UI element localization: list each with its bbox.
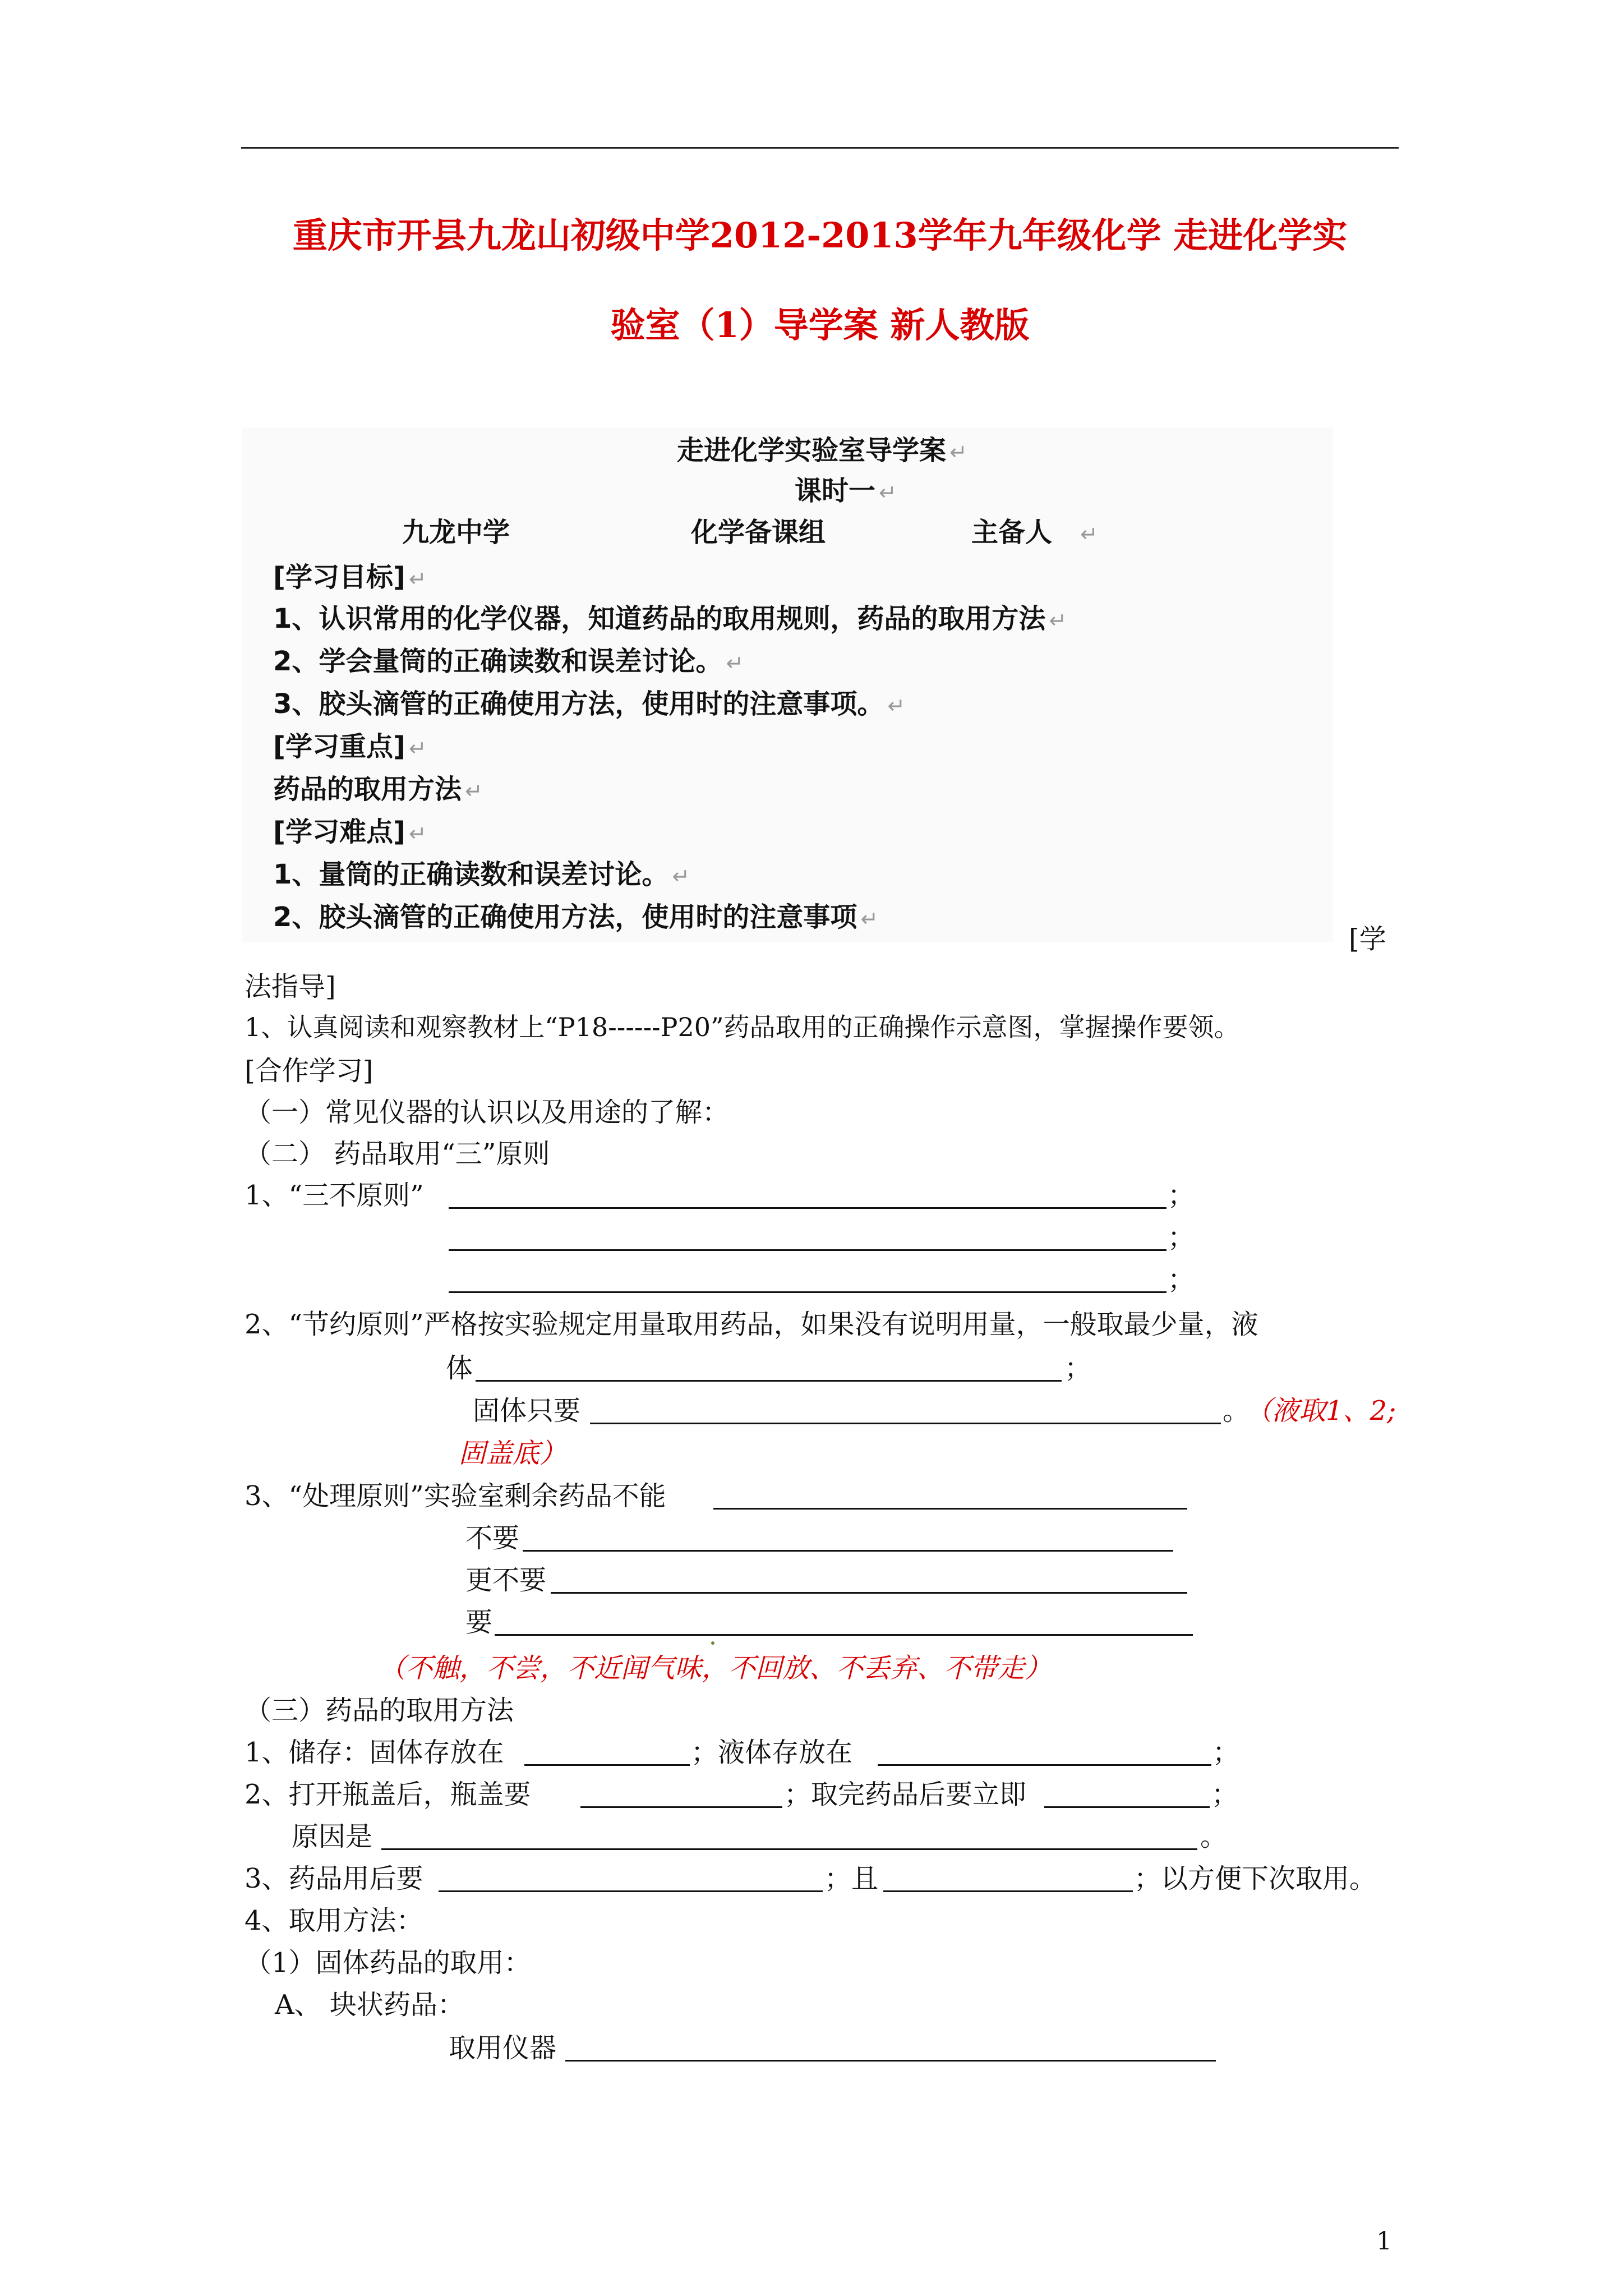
rule2-solid: 固体只要 [473, 1395, 581, 1427]
answer-blank[interactable] [495, 1634, 1193, 1636]
difficulty-item: 1、量筒的正确读数和误差讨论。 ↵ [273, 859, 690, 890]
answer-blank[interactable] [580, 1806, 782, 1808]
answer-blank[interactable] [449, 1249, 1166, 1251]
rule3-no: 不要 [465, 1522, 520, 1554]
rule1-label: 1、“三不原则” [245, 1180, 424, 1211]
section-three: （三）药品的取用方法 [245, 1695, 514, 1726]
method-heading-part2: 法指导] [245, 971, 336, 1002]
semicolon: ； [1168, 1180, 1195, 1211]
goals-heading: [学习目标] ↵ [273, 562, 427, 593]
image-group: 化学备课组 [691, 517, 826, 548]
answer-blank[interactable] [565, 2060, 1216, 2062]
answer-blank[interactable] [381, 1848, 1197, 1850]
semicolon: ； [1212, 1737, 1240, 1768]
instrument-label: 取用仪器 [449, 2032, 557, 2064]
store-liquid-label: ；液体存放在 [691, 1737, 853, 1768]
image-preparer: 主备人 ↵ [971, 517, 1098, 548]
top-rule [241, 147, 1399, 149]
answer-blank[interactable] [1044, 1806, 1210, 1808]
focus-heading: [学习重点] ↵ [273, 731, 427, 762]
after-use-label: 3、药品用后要 [245, 1863, 423, 1894]
goal-item: 1、认识常用的化学仪器，知道药品的取用规则，药品的取用方法 ↵ [273, 603, 1067, 634]
howto-label: 4、取用方法： [245, 1905, 423, 1936]
image-school: 九龙中学 [402, 517, 510, 548]
answer-blank[interactable] [524, 1764, 690, 1766]
section-one: （一）常见仪器的认识以及用途的了解： [245, 1097, 730, 1128]
semicolon: ； [1168, 1264, 1195, 1295]
rule2-label: 2、“节约原则”严格按实验规定用量取用药品，如果没有说明用量，一般取最少量，液 [245, 1309, 1258, 1340]
answer-blank[interactable] [883, 1890, 1133, 1892]
rule3-label: 3、“处理原则”实验室剩余药品不能 [245, 1480, 666, 1512]
answer-blank[interactable] [476, 1380, 1062, 1382]
solid-heading: （1）固体药品的取用： [245, 1947, 531, 1978]
focus-text: 药品的取用方法 ↵ [273, 774, 483, 805]
rule3-answer: （不触，不尝，不近闻气味，不回放、不丢弃、不带走） [379, 1653, 1052, 1684]
answer-blank[interactable] [878, 1764, 1211, 1766]
semicolon: ； [1168, 1222, 1195, 1253]
rule2-answer: （液取1、2; [1245, 1395, 1396, 1427]
method-item: 1、认真阅读和观察教材上“P18------P20”药品取用的正确操作示意图，掌握操作要领。 [245, 1012, 1240, 1042]
rule3-must: 要 [465, 1607, 493, 1638]
answer-blank[interactable] [523, 1550, 1173, 1552]
rule2-liquid: 体 [446, 1352, 473, 1384]
page-number: 1 [1376, 2227, 1392, 2256]
reason-label: 原因是 [292, 1821, 373, 1852]
open-label: 2、打开瓶盖后，瓶盖要 [245, 1779, 531, 1810]
image-lesson: 课时一 ↵ [795, 475, 897, 507]
convenience-text: ；以方便下次取用。 [1134, 1863, 1377, 1894]
block-heading: A、 块状药品： [275, 1989, 464, 2021]
and-label: ；且 [824, 1863, 879, 1894]
answer-blank[interactable] [449, 1207, 1166, 1209]
section-two: （二） 药品取用“三”原则 [245, 1138, 550, 1170]
stray-dot [711, 1641, 714, 1645]
period: 。 [1200, 1821, 1228, 1852]
difficulty-item: 2、胶头滴管的正确使用方法，使用时的注意事项 ↵ [273, 901, 879, 933]
period: 。 [1223, 1395, 1250, 1427]
document-title-line1: 重庆市开县九龙山初级中学2012-2013学年九年级化学 走进化学实 [292, 215, 1348, 256]
semicolon: ； [1064, 1352, 1092, 1384]
goal-item: 2、学会量筒的正确读数和误差讨论。 ↵ [273, 646, 744, 677]
semicolon: ； [1211, 1779, 1239, 1810]
rule2-answer: 固盖底） [459, 1438, 567, 1469]
rule3-more-no: 更不要 [465, 1565, 547, 1596]
answer-blank[interactable] [551, 1592, 1187, 1594]
image-title: 走进化学实验室导学案 ↵ [677, 435, 967, 466]
answer-blank[interactable] [439, 1890, 823, 1892]
goal-item: 3、胶头滴管的正确使用方法，使用时的注意事项。 ↵ [273, 688, 906, 720]
method-heading-part1: [学 [1349, 923, 1386, 955]
document-title-line2: 验室（1）导学案 新人教版 [610, 305, 1030, 346]
answer-blank[interactable] [449, 1291, 1166, 1293]
after-take-label: ；取完药品后要立即 [784, 1779, 1027, 1810]
coop-heading: [合作学习] [245, 1055, 374, 1087]
answer-blank[interactable] [713, 1508, 1187, 1510]
answer-blank[interactable] [590, 1423, 1221, 1424]
store-label: 1、储存：固体存放在 [245, 1737, 504, 1768]
embedded-lesson-image [242, 427, 1333, 942]
difficulty-heading: [学习难点] ↵ [273, 816, 427, 848]
